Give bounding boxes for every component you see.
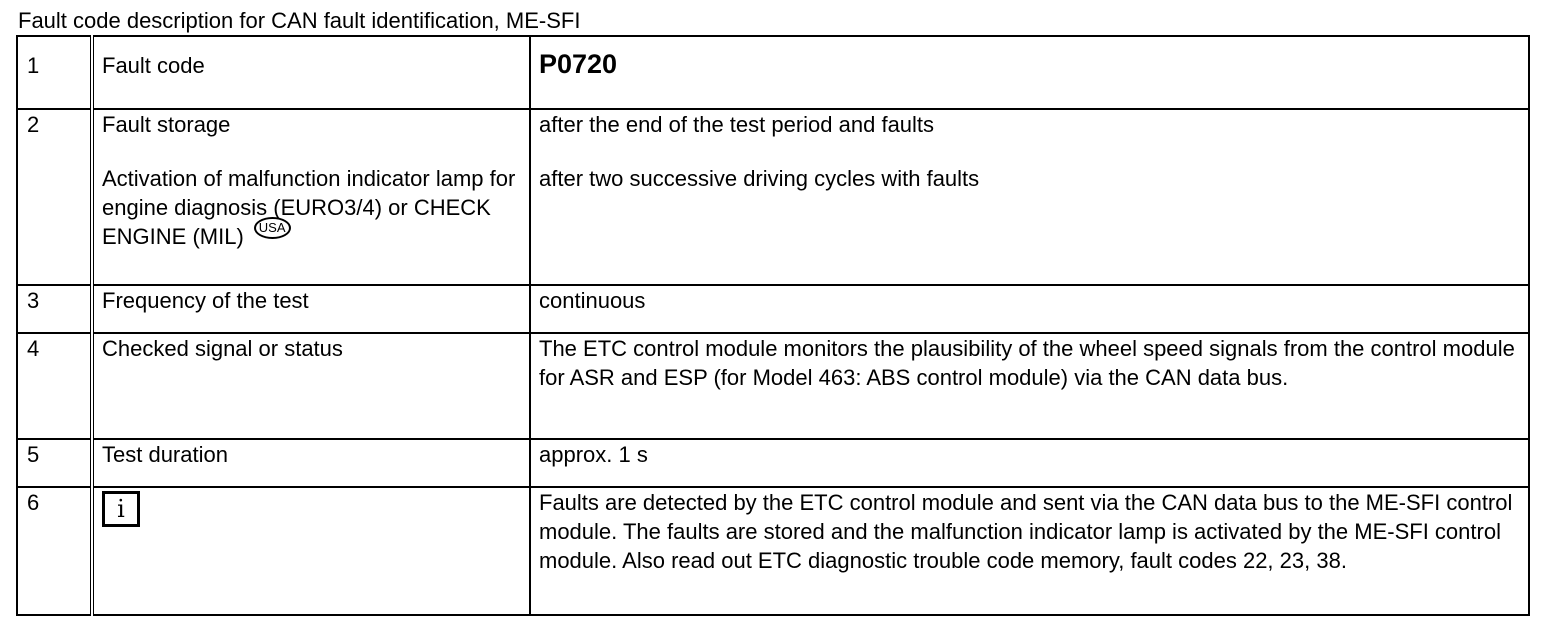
info-icon: i xyxy=(102,491,140,527)
usa-badge-icon: USA xyxy=(254,217,291,239)
row-label-cell xyxy=(92,487,530,615)
table-row xyxy=(17,36,1529,109)
row-label: Fault storage xyxy=(102,112,231,137)
row-value: after the end of the test period and faults xyxy=(539,112,935,137)
row-value: Faults are detected by the ETC control module and sent via the CAN data bus to the ME-SFI control module. The faults are stored and the malfunction indicator lamp is activated by the ME-SFI control module. Also read out ETC diagnostic trouble code memory, fault codes 22, 23, 38. xyxy=(530,487,1529,615)
table-row xyxy=(17,333,1529,439)
fault-code-table xyxy=(16,35,1530,616)
row-number: 3 xyxy=(17,285,92,333)
row-value: continuous xyxy=(530,285,1529,333)
row-value: The ETC control module monitors the plausibility of the wheel speed signals from the control module for ASR and ESP (for Model 463: ABS control module) via the CAN data bus. xyxy=(530,333,1529,439)
table-caption: Fault code description for CAN fault identification, ME-SFI xyxy=(18,8,581,33)
row-label-cell xyxy=(92,109,530,285)
table-row xyxy=(17,285,1529,333)
row-number: 6 xyxy=(17,487,92,615)
table-row xyxy=(17,109,1529,285)
row-label: Test duration xyxy=(92,439,530,487)
row-label-secondary xyxy=(102,164,521,251)
row-value-cell xyxy=(530,109,1529,285)
row-value: approx. 1 s xyxy=(530,439,1529,487)
mil-label: Activation of malfunction indicator lamp for engine diagnosis (EURO3/4) or CHECK ENGINE (MIL) xyxy=(102,166,516,249)
row-value-cell xyxy=(530,36,1529,109)
row-number: 1 xyxy=(17,36,92,109)
table-row xyxy=(17,439,1529,487)
row-number: 5 xyxy=(17,439,92,487)
row-value-secondary: after two successive driving cycles with faults xyxy=(539,166,980,191)
fault-code-value: P0720 xyxy=(539,49,618,79)
row-number: 4 xyxy=(17,333,92,439)
row-label: Fault code xyxy=(92,36,530,109)
row-number: 2 xyxy=(17,109,92,285)
row-label: Frequency of the test xyxy=(92,285,530,333)
row-label: Checked signal or status xyxy=(92,333,530,439)
table-row xyxy=(17,487,1529,615)
